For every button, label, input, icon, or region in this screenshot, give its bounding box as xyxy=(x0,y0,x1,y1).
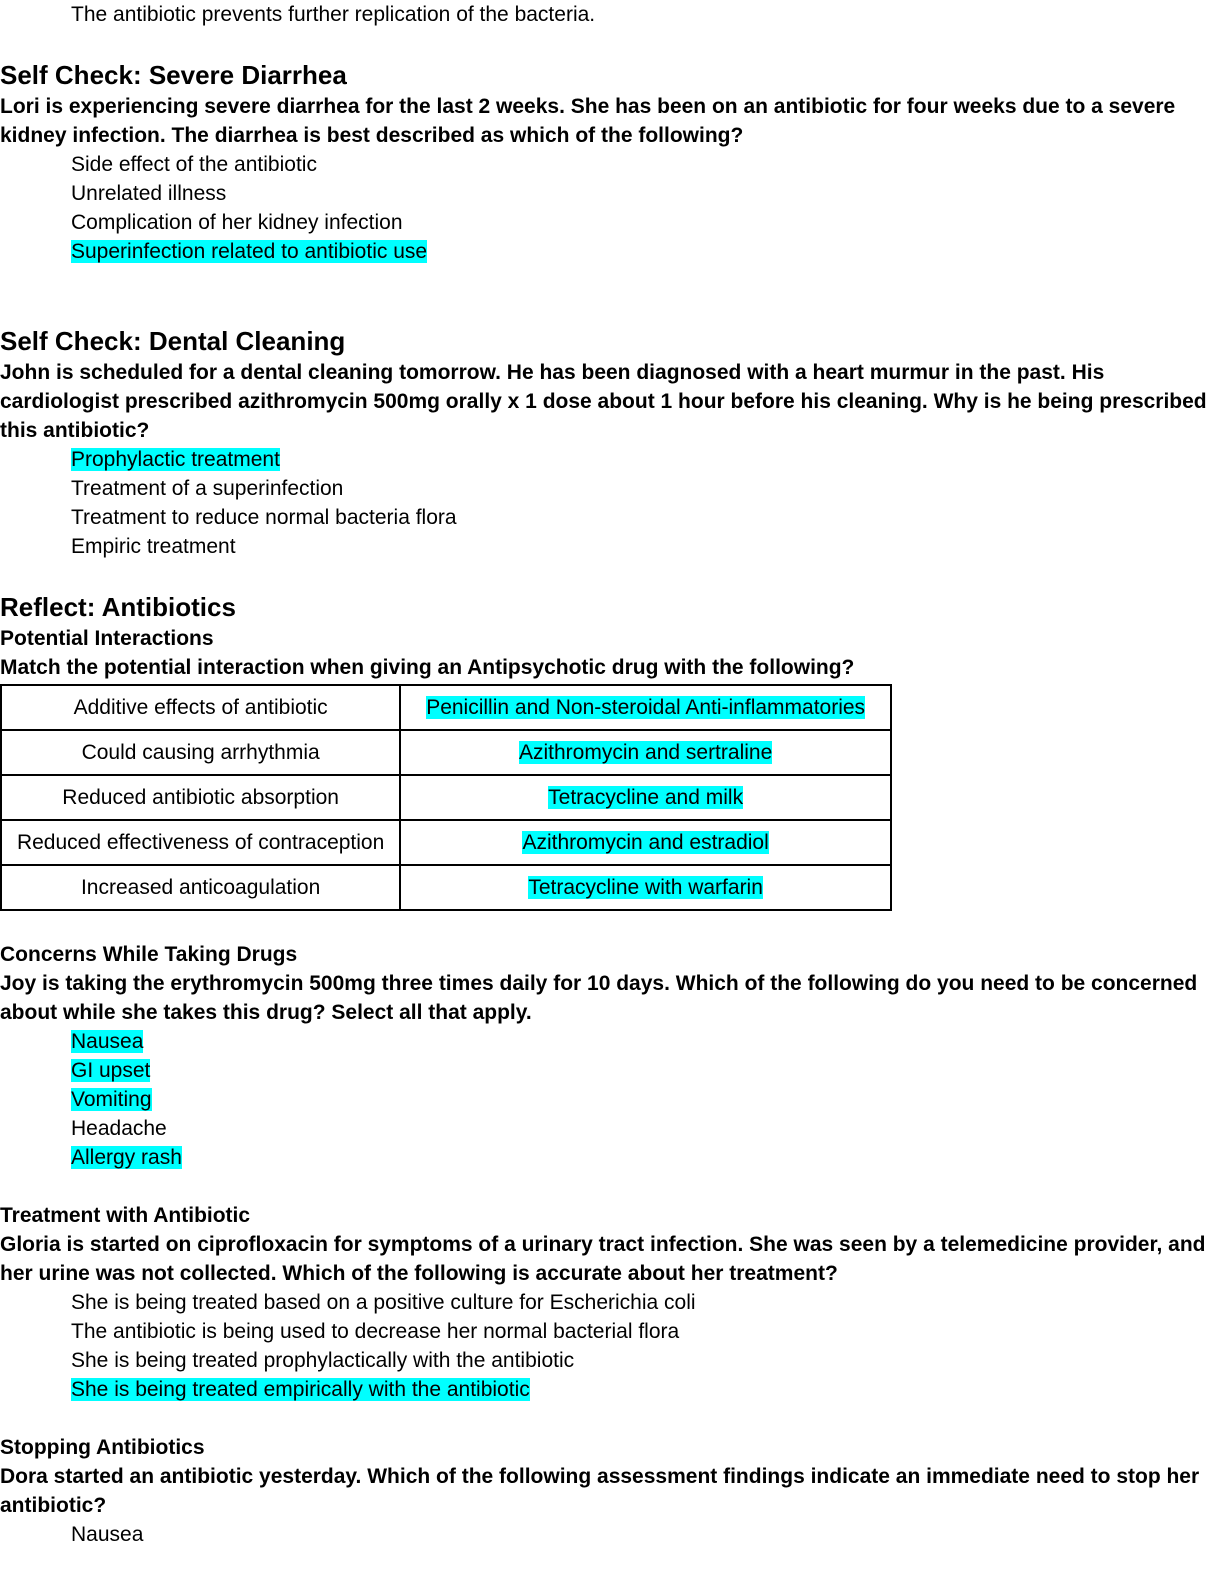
spacer xyxy=(0,561,1224,590)
option-item: Side effect of the antibiotic xyxy=(71,153,317,176)
table-cell-drugs: Tetracycline with warfarin xyxy=(400,865,891,910)
question-treatment: Gloria is started on ciprofloxacin for symptoms of a urinary tract infection. She was seen by a telemedicine provider, and her urine was not collected. Which of the following is accurate about her treatment? xyxy=(0,1233,1206,1285)
option-item-highlighted: GI upset xyxy=(71,1059,151,1082)
interaction-match-table xyxy=(0,684,892,911)
table-cell-effect: Increased anticoagulation xyxy=(1,865,400,910)
option-item: She is being treated prophylactically with the antibiotic xyxy=(71,1349,575,1372)
section-title-reflect: Reflect: Antibiotics xyxy=(0,592,236,622)
spacer xyxy=(0,29,1224,58)
option-item: Nausea xyxy=(71,1523,144,1546)
section-title-treatment: Treatment with Antibiotic xyxy=(0,1204,251,1227)
option-item-highlighted: Superinfection related to antibiotic use xyxy=(71,240,428,263)
subtitle-potential-interactions: Potential Interactions xyxy=(0,627,214,650)
option-item: Treatment of a superinfection xyxy=(71,477,344,500)
table-cell-drugs: Penicillin and Non-steroidal Anti-inflammatories xyxy=(400,685,891,730)
question-reflect: Match the potential interaction when giving an Antipsychotic drug with the following? xyxy=(0,656,855,679)
option-item: Treatment to reduce normal bacteria flora xyxy=(71,506,457,529)
options-concerns xyxy=(0,1027,1224,1172)
intro-line: The antibiotic prevents further replication of the bacteria. xyxy=(71,3,596,26)
table-cell-drugs: Tetracycline and milk xyxy=(400,775,891,820)
table-cell-effect: Additive effects of antibiotic xyxy=(1,685,400,730)
table-row xyxy=(1,820,891,865)
option-item-highlighted: She is being treated empirically with the antibiotic xyxy=(71,1378,530,1401)
question-diarrhea: Lori is experiencing severe diarrhea for the last 2 weeks. She has been on an antibiotic for four weeks due to a severe kidney infection. The diarrhea is best described as which of the following? xyxy=(0,95,1176,147)
option-item: Headache xyxy=(71,1117,167,1140)
table-row xyxy=(1,730,891,775)
table-cell-drugs: Azithromycin and sertraline xyxy=(400,730,891,775)
option-item-highlighted: Allergy rash xyxy=(71,1146,182,1169)
spacer xyxy=(0,266,1224,324)
question-dental: John is scheduled for a dental cleaning tomorrow. He has been diagnosed with a heart murmur in the past. His cardiologist prescribed azithromycin 500mg orally x 1 dose about 1 hour before his cleaning. Why is he being prescribed this antibiotic? xyxy=(0,361,1207,442)
table-cell-effect: Could causing arrhythmia xyxy=(1,730,400,775)
table-cell-effect: Reduced antibiotic absorption xyxy=(1,775,400,820)
options-stopping xyxy=(0,1520,1224,1549)
spacer xyxy=(0,1404,1224,1433)
question-stopping: Dora started an antibiotic yesterday. Which of the following assessment findings indicate an immediate need to stop her antibiotic? xyxy=(0,1465,1200,1517)
option-item: Empiric treatment xyxy=(71,535,236,558)
option-item: Complication of her kidney infection xyxy=(71,211,403,234)
table-cell-effect: Reduced effectiveness of contraception xyxy=(1,820,400,865)
spacer xyxy=(0,911,1224,940)
question-concerns: Joy is taking the erythromycin 500mg three times daily for 10 days. Which of the following do you need to be concerned about while she takes this drug? Select all that apply. xyxy=(0,972,1198,1024)
options-treatment xyxy=(0,1288,1224,1404)
section-title-dental: Self Check: Dental Cleaning xyxy=(0,326,346,356)
option-item-highlighted: Prophylactic treatment xyxy=(71,448,280,471)
spacer xyxy=(0,1172,1224,1201)
section-title-stopping: Stopping Antibiotics xyxy=(0,1436,205,1459)
option-item: The antibiotic is being used to decrease her normal bacterial flora xyxy=(71,1320,680,1343)
option-item: Unrelated illness xyxy=(71,182,227,205)
option-item: She is being treated based on a positive culture for Escherichia coli xyxy=(71,1291,696,1314)
table-row xyxy=(1,865,891,910)
section-title-concerns: Concerns While Taking Drugs xyxy=(0,943,298,966)
option-item-highlighted: Vomiting xyxy=(71,1088,152,1111)
section-title-diarrhea: Self Check: Severe Diarrhea xyxy=(0,60,347,90)
options-dental xyxy=(0,445,1224,561)
options-diarrhea xyxy=(0,150,1224,266)
table-row xyxy=(1,685,891,730)
table-row xyxy=(1,775,891,820)
option-item-highlighted: Nausea xyxy=(71,1030,144,1053)
table-cell-drugs: Azithromycin and estradiol xyxy=(400,820,891,865)
